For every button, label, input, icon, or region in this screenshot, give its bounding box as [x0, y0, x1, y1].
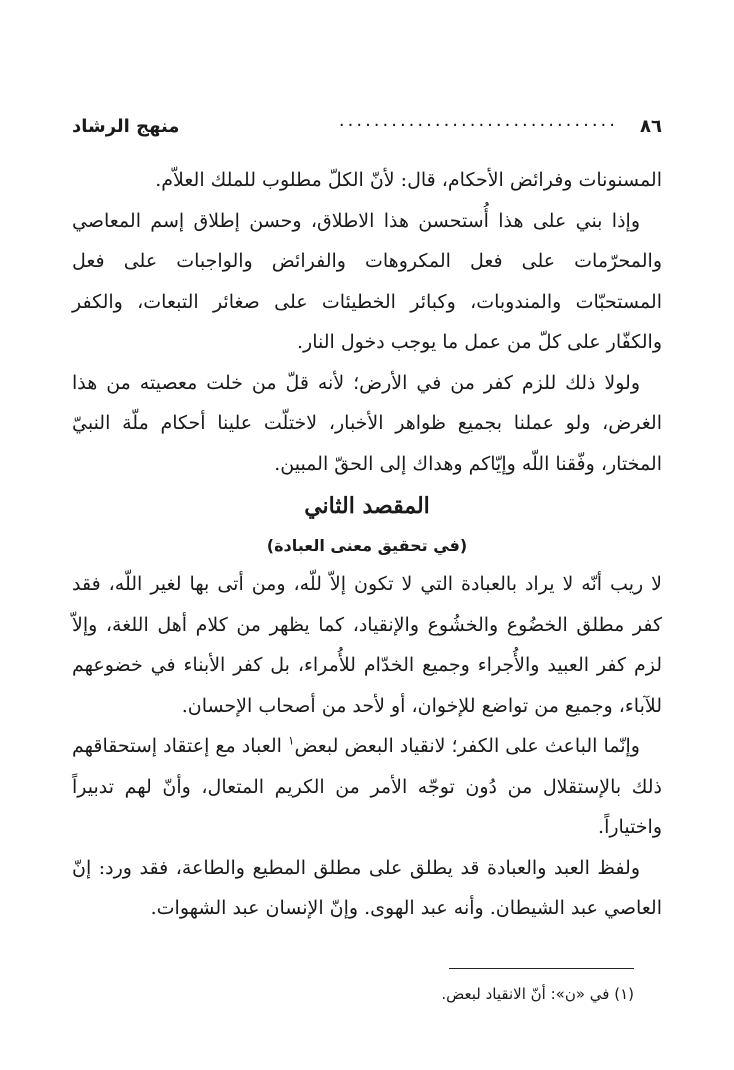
body-text [72, 160, 662, 929]
paragraph: ولفظ العبد والعبادة قد يطلق على مطلق المطيع والطاعة، فقد ورد: إنّ العاصي عبد الشيطان. وأنه عبد الهوى. وإنّ الإنسان عبد الشهوات. [72, 856, 662, 919]
footnote-marker: ١ [288, 733, 295, 748]
paragraph: لا ريب أنّه لا يراد بالعبادة التي لا تكون إلاّ للّه، ومن أتى بها لغير اللّه، فقد كفر مطلق الخضُوع والخشُوع والإنقياد، كما يظهر من كلام أهل اللغة، وإلاّ لزم كفر العبيد والأُجراء وجميع الخدّام للأُمراء، بل كفر الأبناء في خضوعهم للآباء، وجميع من تواضع للإخوان، أو لأحد من أصحاب الإحسان. [72, 573, 662, 717]
header-leader-dots: ................................ [338, 110, 618, 131]
page-number: ٨٦ [640, 116, 662, 137]
paragraph-text: العباد مع إعتقاد إستحقاقهم ذلك بالإستقلال من دُون توجّه الأمر من الكريم المتعال، وأنّ لهم تدبيراً واختياراً. [72, 735, 662, 838]
footnote-separator [449, 968, 634, 969]
paragraph-with-note [72, 726, 662, 848]
page-header [72, 112, 662, 142]
section-heading: المقصد الثاني [304, 493, 430, 519]
running-title: منهج الرشاد [72, 116, 180, 137]
footnote: (١) في «ن»: أنّ الانقياد لبعض. [441, 985, 634, 1003]
paragraph: ولولا ذلك للزم كفر من في الأرض؛ لأنه قلّ من خلت معصيته من هذا الغرض، ولو عملنا بجميع ظواهر الأخبار، لاختلّت علينا أحكام ملّة النبيّ المختار، وفّقنا اللّه وإيّاكم وهداك إلى الحقّ المبين. [72, 371, 662, 475]
paragraph: المسنونات وفرائض الأحكام، قال: لأنّ الكلّ مطلوب للملك العلاّم. [155, 169, 662, 191]
paragraph: وإذا بني على هذا أُستحسن هذا الاطلاق، وحسن إطلاق إسم المعاصي والمحرّمات على فعل المكروهات والفرائض والواجبات على فعل المستحبّات والمندوبات، وكبائر الخطيئات على صغائر التبعات، والكفر والكفّار على كلّ من عمل ما يوجب دخول النار. [72, 209, 662, 353]
paragraph-text: وإنّما الباعث على الكفر؛ لانقياد البعض لبعض [294, 735, 640, 757]
section-subheading: (في تحقيق معنى العبادة) [266, 536, 468, 555]
